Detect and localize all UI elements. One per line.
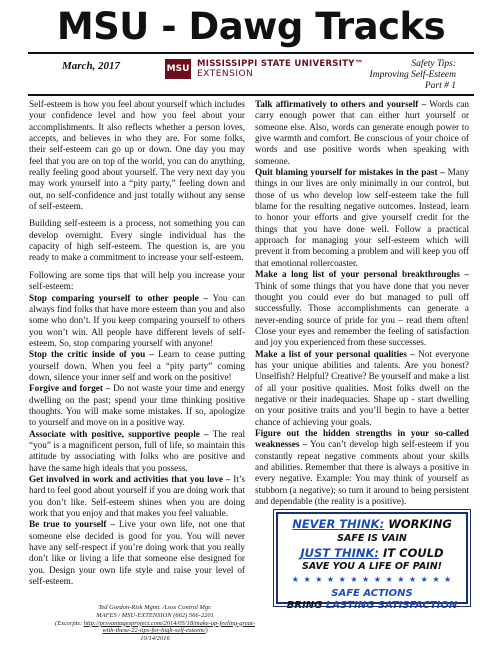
logo-extension-text: EXTENSION bbox=[197, 69, 254, 79]
logo-university-text: MISSISSIPPI STATE UNIVERSITY™ bbox=[197, 59, 364, 69]
tip-heading: Talk affirmatively to others and yourself – bbox=[255, 99, 427, 109]
tip-forgive-forget bbox=[29, 383, 245, 428]
tip-talk-affirmatively bbox=[255, 99, 469, 167]
header-divider bbox=[28, 94, 474, 96]
intro-paragraph: Self-esteem is how you feel about yourself which includes your confidence level and how you feel about your accomplishments. It also reflects whether a person loves, accepts, and believes in who they are. For some folks, their self-esteem can go up or down. One day you may feel that you are on top of the world, you can do anything, really feeling good about yourself. The very next day you may work yourself into a “pity party,” feeling down and out, no self-confidence and just totally without any sense of self-esteem. bbox=[29, 99, 245, 212]
tip-heading: Make a list of your personal qualities – bbox=[255, 348, 415, 359]
safety-tips-label bbox=[336, 59, 456, 92]
tip-body: It’s hard to feel good about yourself if you are doing work that you don’t like. Self-esteem shines when you are doing work that you enjoy and that makes you feel valuable. bbox=[29, 474, 245, 519]
slogan-line-5: SAFE ACTIONS bbox=[331, 588, 413, 599]
safety-slogan-box bbox=[276, 512, 468, 611]
tip-body: Not everyone has your unique abilities and talents. Are you honest? Unselfish? Helpful? Creative? Be yourself and make a list of all your positive qualities. Most folks dwell on the negative or their inadequacies. Shape up - start dwelling on your positive traits and you’ll begin to have a better chance of achieving your goals. bbox=[255, 348, 469, 427]
tip-associate-positive bbox=[29, 429, 245, 474]
top-rule bbox=[28, 52, 474, 54]
tip-body: Learn to cease putting yourself down. When you feel a “pity party” coming down, silence your inner self and work on the positive! bbox=[29, 349, 245, 382]
right-column bbox=[255, 99, 469, 507]
tip-personal-qualities bbox=[255, 349, 469, 428]
tips-line-3: Part # 1 bbox=[424, 81, 456, 91]
tip-body: Live your own life, not one that someone else decided is good for you. You will never have any self-respect if you’re doing work that you really don’t like or living a life that someone else designed for you. Design your own life style and raise your level of self-esteem. bbox=[29, 519, 245, 587]
tip-heading: Stop the critic inside of you – bbox=[29, 349, 154, 360]
tip-body: Many things in our lives are only minimally in our control, but those of us who develop low self-esteem take the full blame for the resulting negative outcomes. Instead, learn to honor your efforts and give yourself credit for the things that you have done well. Follow a practical approach for managing your self-esteem which will prevent it from becoming a problem and will keep you off that emotional rollercoaster. bbox=[255, 167, 470, 268]
tip-stop-critic bbox=[29, 349, 245, 383]
footer-author: Ted Gordon-Risk Mgmt. /Loss Control Mgr. bbox=[98, 604, 212, 611]
slogan-line-2: SAFE IS VAIN bbox=[337, 533, 407, 544]
lasting-text: LASTING SATISFACTION bbox=[325, 600, 458, 611]
never-think-text: NEVER THINK: bbox=[292, 517, 385, 531]
tip-heading: Forgive and forget – bbox=[29, 383, 111, 394]
building-paragraph: Building self-esteem is a process, not something you can develop overnight. Every single individual has the capacity of high self-esteem. The question is, are you ready to make a commitment to increase your self-esteem. bbox=[29, 218, 245, 263]
tip-heading: Quit blaming yourself for mistakes in the past – bbox=[255, 167, 445, 178]
footer-org: MAFES / MSU-EXTENSION (662) 566-2201 bbox=[96, 611, 214, 619]
tip-work-you-love bbox=[29, 474, 245, 519]
footer-date: 10/14/2016 bbox=[140, 635, 170, 643]
slogan-line-3 bbox=[278, 546, 466, 560]
tip-hidden-strengths bbox=[255, 428, 469, 507]
tip-heading: Get involved in work and activities that you love – bbox=[29, 474, 231, 484]
page-title: MSU - Dawg Tracks bbox=[56, 5, 446, 48]
left-column bbox=[29, 99, 245, 587]
tip-heading: Figure out the hidden strengths in your so-called weaknesses – bbox=[255, 427, 469, 450]
it-could-text: IT COULD bbox=[383, 546, 444, 560]
tip-body: Think of some things that you have done that you never thought you could ever do but managed to pull off successfully. Those accomplishments can generate a never-ending source of pride for you – read them often! Close your eyes and remember the feeling of satisfaction and joy you experienced from these successes. bbox=[255, 280, 469, 348]
tip-quit-blaming bbox=[255, 167, 469, 269]
msu-extension-logo bbox=[165, 57, 364, 83]
working-text: WORKING bbox=[388, 517, 452, 531]
tip-true-to-yourself bbox=[29, 519, 245, 587]
tips-intro: Following are some tips that will help you increase your self-esteem: bbox=[29, 269, 245, 292]
tips-line-1: Safety Tips: bbox=[411, 59, 456, 69]
slogan-line-4: SAVE YOU A LIFE OF PAIN! bbox=[301, 561, 442, 572]
tip-heading: Be true to yourself – bbox=[29, 519, 115, 530]
issue-date: March, 2017 bbox=[62, 60, 121, 72]
tip-body: You can always find folks that have more esteem than you and also some who don’t. If you keep comparing yourself to others you won’t win. All people have different levels of self-esteem. So, stop comparing yourself with anyone! bbox=[29, 292, 245, 348]
just-think-text: JUST THINK: bbox=[300, 546, 380, 560]
tip-body: You can’t develop high self-esteem if you constantly repeat negative comments about your skills and abilities. Remember that there is always a positive in every negative. Example: You may think of yourself as stubborn (a negative); so turn it around to being persistent and dependable (the reality is a positive). bbox=[255, 439, 469, 507]
tip-heading: Associate with positive, supportive people – bbox=[29, 428, 209, 439]
bring-text: BRING bbox=[286, 600, 323, 611]
excerpts-link[interactable]: http://prsvantagesproject.com/2014/05/18/make-up-feeling-great-with-these-22-tips-for-high-self-esteem/ bbox=[83, 619, 255, 635]
slogan-line-6 bbox=[278, 600, 466, 611]
slogan-line-1 bbox=[278, 517, 466, 531]
tip-stop-comparing bbox=[29, 293, 245, 350]
tip-breakthroughs bbox=[255, 269, 469, 348]
tips-line-2: Improving Self-Esteem bbox=[369, 70, 456, 80]
tip-heading: Make a long list of your personal breakthroughs – bbox=[255, 269, 469, 280]
footer-excerpts: (Excerpts: http://prsvantagesproject.com/2014/05/18/make-up-feeling-great-with-these-22-tips-for-high-self-esteem/) bbox=[55, 619, 255, 635]
tip-body: Do not waste your time and energy dwelling on the past; spend your time thinking positive thoughts. You will make some mistakes. If so, apologize to yourself and move on in a positive way. bbox=[29, 383, 245, 428]
tip-body: The real “you” is a magnificent person, full of life, so maintain this attitude by associating with folks who are positive and have the same high ideals that you possess. bbox=[29, 428, 246, 473]
footer-credits bbox=[50, 604, 260, 643]
excerpts-prefix: (Excerpts: bbox=[55, 619, 84, 627]
tip-heading: Stop comparing yourself to other people – bbox=[29, 292, 209, 303]
tip-body: Words can carry enough power that can either hurt yourself or someone else. Also, words can generate enough power to give warmth and comfort. Be conscious of your choice of words and use positive words when speaking with someone. bbox=[255, 99, 470, 166]
star-divider-icon: ★ ★ ★ ★ ★ ★ ★ ★ ★ ★ ★ ★ ★ ★ bbox=[291, 575, 453, 584]
msu-seal-icon: MSU bbox=[165, 59, 191, 79]
